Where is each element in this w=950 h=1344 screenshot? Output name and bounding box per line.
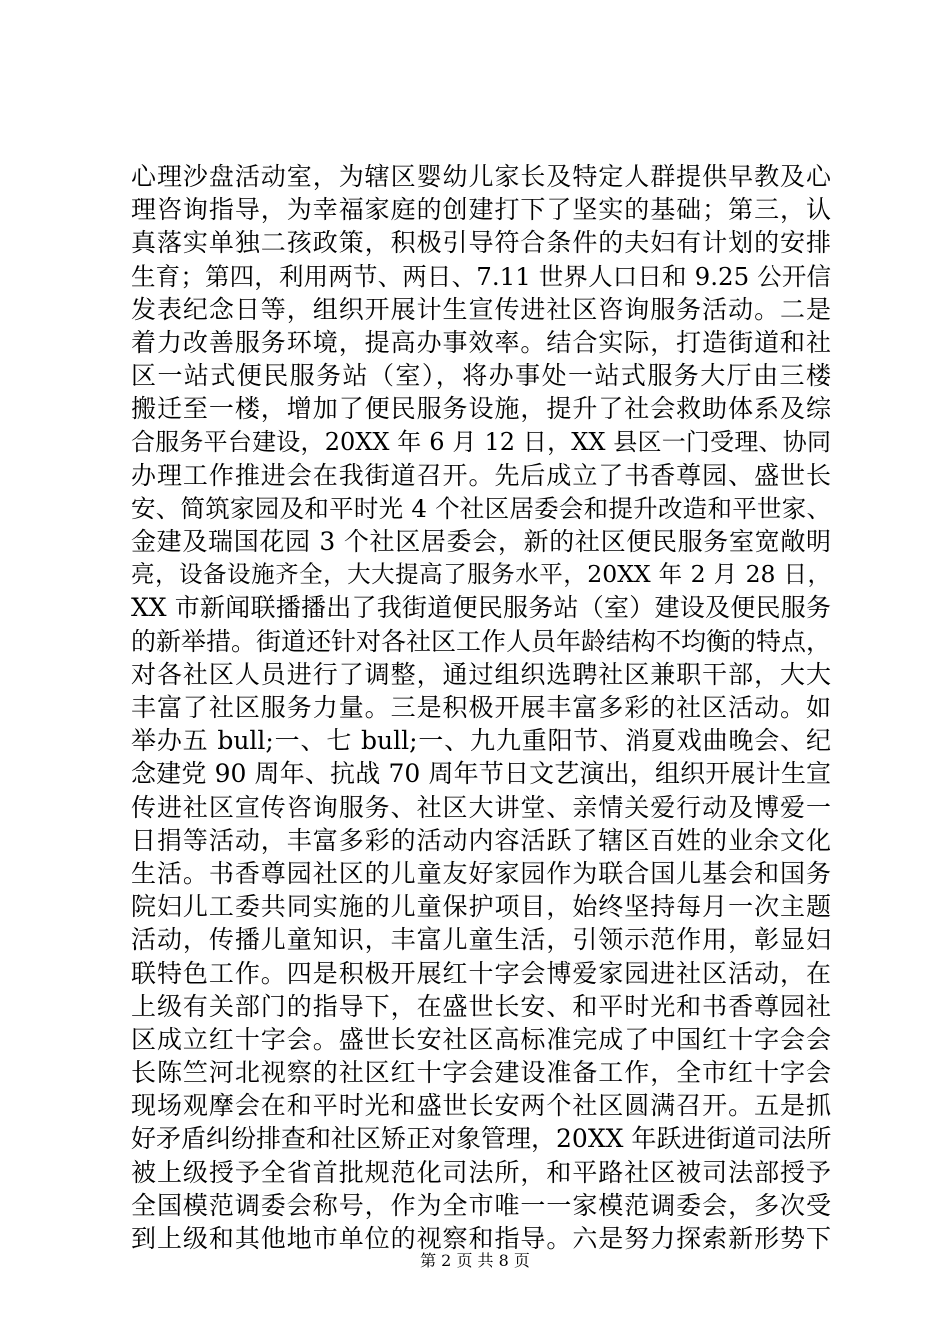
text-line: 安、简筑家园及和平时光 4 个社区居委会和提升改造和平世家、 bbox=[131, 493, 831, 523]
text-line: 联特色工作。四是积极开展红十字会博爱家园进社区活动，在 bbox=[131, 958, 831, 988]
text-line: 搬迁至一楼，增加了便民服务设施，提升了社会救助体系及综 bbox=[131, 394, 831, 424]
page-footer: 第 2 页 共 8 页 bbox=[420, 1251, 530, 1270]
text-line: 生活。书香尊园社区的儿童友好家园作为联合国儿基会和国务 bbox=[131, 858, 831, 888]
text-line: 日捐等活动，丰富多彩的活动内容活跃了辖区百姓的业余文化 bbox=[131, 825, 831, 855]
text-line: 到上级和其他地市单位的视察和指导。六是努力探索新形势下 bbox=[131, 1224, 831, 1253]
text-line: 着力改善服务环境，提高办事效率。结合实际，打造街道和社 bbox=[131, 327, 831, 357]
text-line: 院妇儿工委共同实施的儿童保护项目，始终坚持每月一次主题 bbox=[131, 892, 831, 922]
text-line: 被上级授予全省首批规范化司法所，和平路社区被司法部授予 bbox=[131, 1157, 831, 1187]
text-line: 全国模范调委会称号，作为全市唯一一家模范调委会，多次受 bbox=[131, 1190, 831, 1220]
text-line: 发表纪念日等，组织开展计生宣传进社区咨询服务活动。二是 bbox=[131, 294, 831, 324]
text-line: 合服务平台建设，20XX 年 6 月 12 日，XX 县区一门受理、协同 bbox=[131, 427, 831, 456]
text-line: 传进社区宣传咨询服务、社区大讲堂、亲情关爱行动及博爱一 bbox=[131, 792, 831, 822]
text-line: 活动，传播儿童知识，丰富儿童生活，引领示范作用，彰显妇 bbox=[131, 925, 831, 955]
text-line: 上级有关部门的指导下，在盛世长安、和平时光和书香尊园社 bbox=[131, 991, 831, 1021]
text-line: 的新举措。街道还针对各社区工作人员年龄结构不均衡的特点， bbox=[131, 626, 832, 656]
text-line: 办理工作推进会在我街道召开。先后成立了书香尊园、盛世长 bbox=[131, 460, 831, 490]
text-line: 举办五 bull;一、七 bull;一、九九重阳节、消夏戏曲晚会、纪 bbox=[131, 726, 831, 756]
text-line: 理咨询指导，为幸福家庭的创建打下了坚实的基础；第三，认 bbox=[131, 195, 831, 225]
text-line: 金建及瑞国花园 3 个社区居委会，新的社区便民服务室宽敞明 bbox=[131, 527, 831, 557]
text-line: 丰富了社区服务力量。三是积极开展丰富多彩的社区活动。如 bbox=[131, 693, 831, 722]
text-line: 亮，设备设施齐全，大大提高了服务水平，20XX 年 2 月 28 日， bbox=[131, 560, 831, 589]
text-line: 好矛盾纠纷排查和社区矫正对象管理，20XX 年跃进街道司法所 bbox=[131, 1124, 832, 1154]
body-paragraph bbox=[131, 160, 831, 1255]
text-line: 生育；第四，利用两节、两日、7.11 世界人口日和 9.25 公开信 bbox=[131, 261, 831, 291]
text-line: 现场观摩会在和平时光和盛世长安两个社区圆满召开。五是抓 bbox=[131, 1091, 831, 1121]
text-line: 心理沙盘活动室，为辖区婴幼儿家长及特定人群提供早教及心 bbox=[131, 162, 831, 191]
text-line: 对各社区人员进行了调整，通过组织选聘社区兼职干部，大大 bbox=[131, 659, 831, 689]
text-line: 区成立红十字会。盛世长安社区高标准完成了中国红十字会会 bbox=[131, 1024, 831, 1054]
text-line: XX 市新闻联播播出了我街道便民服务站（室）建设及便民服务 bbox=[131, 593, 831, 623]
text-line: 长陈竺河北视察的社区红十字会建设准备工作，全市红十字会 bbox=[131, 1058, 831, 1088]
text-line: 真落实单独二孩政策，积极引导符合条件的夫妇有计划的安排 bbox=[131, 228, 831, 258]
text-line: 念建党 90 周年、抗战 70 周年节日文艺演出，组织开展计生宣 bbox=[131, 759, 831, 789]
text-line: 区一站式便民服务站（室），将办事处一站式服务大厅由三楼 bbox=[131, 361, 831, 391]
